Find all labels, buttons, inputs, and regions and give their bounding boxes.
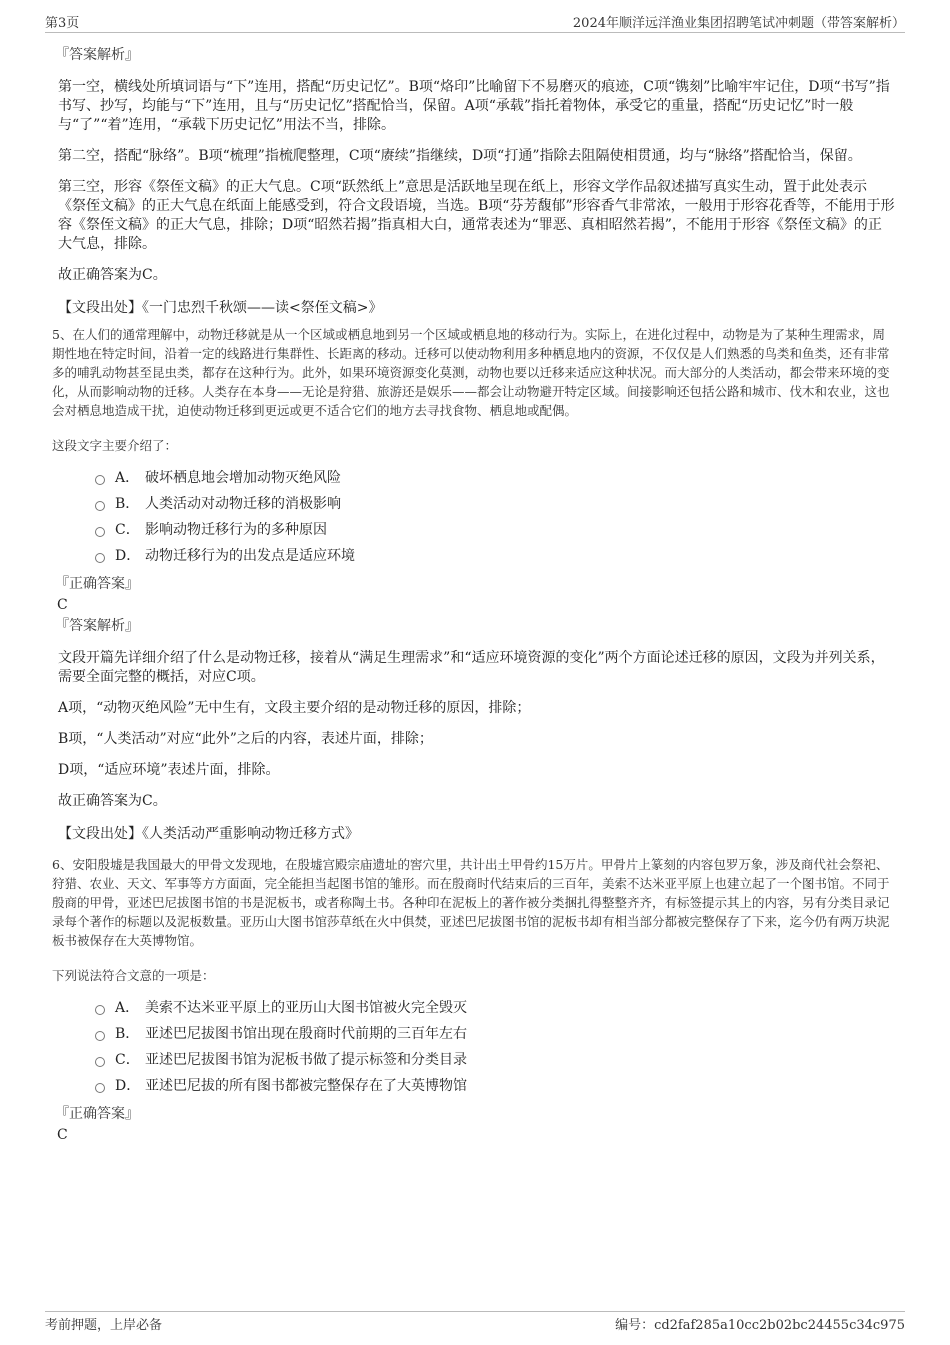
radio-icon[interactable] [95, 1057, 105, 1067]
q5-answer-label: 『正确答案』 [55, 576, 139, 592]
page-number: 第3页 [45, 16, 80, 31]
q4-analysis-conclusion: 故正确答案为C。 [58, 267, 167, 283]
footer-slogan: 考前押题，上岸必备 [45, 1318, 163, 1333]
q4-source: 【文段出处】《一门忠烈千秋颂——读<祭侄文稿>》 [58, 300, 383, 316]
q5-analysis-paragraph-2: A项，“动物灭绝风险”无中生有，文段主要介绍的是动物迁移的原因，排除； [58, 700, 531, 716]
q5-prompt: 这段文字主要介绍了： [52, 438, 178, 453]
document-title: 2024年顺洋远洋渔业集团招聘笔试冲刺题（带答案解析） [572, 16, 905, 31]
document-serial: 编号：cd2faf285a10cc2b02bc24455c34c975 [615, 1318, 905, 1333]
q5-option-b[interactable]: B． 人类活动对动物迁移的消极影响 [95, 491, 895, 517]
q4-analysis-paragraph-1: 第一空，横线处所填词语与“下”连用，搭配“历史记忆”。B项“烙印”比喻留下不易磨灭的痕迹，C项“镌刻”比喻牢牢记住，D项“书写”指书写、抄写，均能与“下”连用，且与“历史记忆”搭配恰当，保留。A项“承载”指托着物体，承受它的重量，搭配“历史记忆”时一般与“了”“着”连用，“承载下历史记忆”用法不当，排除。 [58, 79, 890, 133]
page-header [45, 12, 905, 33]
q5-option-c[interactable]: C． 影响动物迁移行为的多种原因 [95, 517, 895, 543]
q5-analysis-paragraph-4: D项，“适应环境”表述片面，排除。 [58, 762, 280, 778]
page-footer [45, 1311, 905, 1334]
q6-options [55, 995, 895, 1099]
q5-option-d[interactable]: D． 动物迁移行为的出发点是适应环境 [95, 543, 895, 569]
q5-options [55, 465, 895, 569]
q5-stem: 5、在人们的通常理解中，动物迁移就是从一个区域或栖息地到另一个区域或栖息地的移动行为。实际上，在进化过程中，动物是为了某种生理需求，周期性地在特定时间，沿着一定的线路进行集群性、长距离的移动。迁移可以使动物利用多种栖息地内的资源，不仅仅是人们熟悉的鸟类和鱼类，还有非常多的哺乳动物甚至昆虫类，都存在这种行为。此外，如果环境资源变化莫测，动物也要以迁移来适应这种状况。而大部分的人类活动，都会带来环境的变化，从而影响动物的迁移。人类存在本身——无论是狩猎、旅游还是娱乐——都会让动物避开特定区域。间接影响还包括公路和城市、伐木和农业，这也会对栖息地造成干扰，迫使动物迁移到更远或更不适合它们的地方去寻找食物、栖息地或配偶。 [52, 327, 890, 418]
q6-prompt: 下列说法符合文意的一项是： [52, 968, 215, 983]
q5-answer: C [57, 597, 68, 613]
radio-icon[interactable] [95, 1005, 105, 1015]
q6-option-b[interactable]: B． 亚述巴尼拔图书馆出现在殷商时代前期的三百年左右 [95, 1021, 895, 1047]
radio-icon[interactable] [95, 1083, 105, 1093]
page-content [52, 44, 895, 1145]
q6-answer-label: 『正确答案』 [55, 1106, 139, 1122]
q4-analysis-paragraph-2: 第二空，搭配“脉络”。B项“梳理”指梳爬整理，C项“赓续”指继续，D项“打通”指除去阻隔使相贯通，均与“脉络”搭配恰当，保留。 [58, 148, 862, 164]
q5-analysis-paragraph-3: B项，“人类活动”对应“此外”之后的内容，表述片面，排除； [58, 731, 433, 747]
q6-option-c[interactable]: C． 亚述巴尼拔图书馆为泥板书做了提示标签和分类目录 [95, 1047, 895, 1073]
q6-option-d[interactable]: D． 亚述巴尼拔的所有图书都被完整保存在了大英博物馆 [95, 1073, 895, 1099]
q6-answer: C [57, 1127, 68, 1143]
radio-icon[interactable] [95, 475, 105, 485]
radio-icon[interactable] [95, 1031, 105, 1041]
q5-source: 【文段出处】《人类活动严重影响动物迁移方式》 [58, 826, 359, 842]
radio-icon[interactable] [95, 527, 105, 537]
q4-analysis-paragraph-3: 第三空，形容《祭侄文稿》的正大气息。C项“跃然纸上”意思是活跃地呈现在纸上，形容文学作品叙述描写真实生动，置于此处表示《祭侄文稿》的正大气息在纸面上能感受到，符合文段语境，当选。B项“芬芳馥郁”形容香气非常浓，一般用于形容花香等，不能用于形容《祭侄文稿》的正大气息，排除；D项“昭然若揭”指真相大白，通常表述为“罪恶、真相昭然若揭”，不能用于形容《祭侄文稿》的正大气息，排除。 [58, 179, 895, 252]
q5-analysis-paragraph-1: 文段开篇先详细介绍了什么是动物迁移，接着从“满足生理需求”和“适应环境资源的变化”两个方面论述迁移的原因，文段为并列关系，需要全面完整的概括，对应C项。 [58, 650, 885, 685]
q5-analysis-conclusion: 故正确答案为C。 [58, 793, 167, 809]
radio-icon[interactable] [95, 553, 105, 563]
q5-option-a[interactable]: A． 破坏栖息地会增加动物灭绝风险 [95, 465, 895, 491]
q4-analysis-label: 『答案解析』 [55, 47, 139, 63]
q6-stem: 6、安阳殷墟是我国最大的甲骨文发现地，在殷墟宫殿宗庙遗址的窖穴里，共计出土甲骨约15万片。甲骨片上篆刻的内容包罗万象，涉及商代社会祭祀、狩猎、农业、天文、军事等方方面面，完全能担当起图书馆的雏形。而在殷商时代结束后的三百年，美索不达米亚平原上也建立起了一个图书馆。不同于殷商的甲骨，亚述巴尼拔图书馆的书是泥板书，或者称陶土书。各种印在泥板上的著作被分类捆扎得整整齐齐，有标签提示其上的内容，另有分类目录记录每个著作的标题以及泥板数量。亚历山大图书馆莎草纸在火中俱焚，亚述巴尼拔图书馆的泥板书却有相当部分都被完整保存了下来，迄今仍有两万块泥板书被保存在大英博物馆。 [52, 857, 890, 948]
radio-icon[interactable] [95, 501, 105, 511]
q6-option-a[interactable]: A． 美索不达米亚平原上的亚历山大图书馆被火完全毁灭 [95, 995, 895, 1021]
q5-analysis-label: 『答案解析』 [55, 618, 139, 634]
